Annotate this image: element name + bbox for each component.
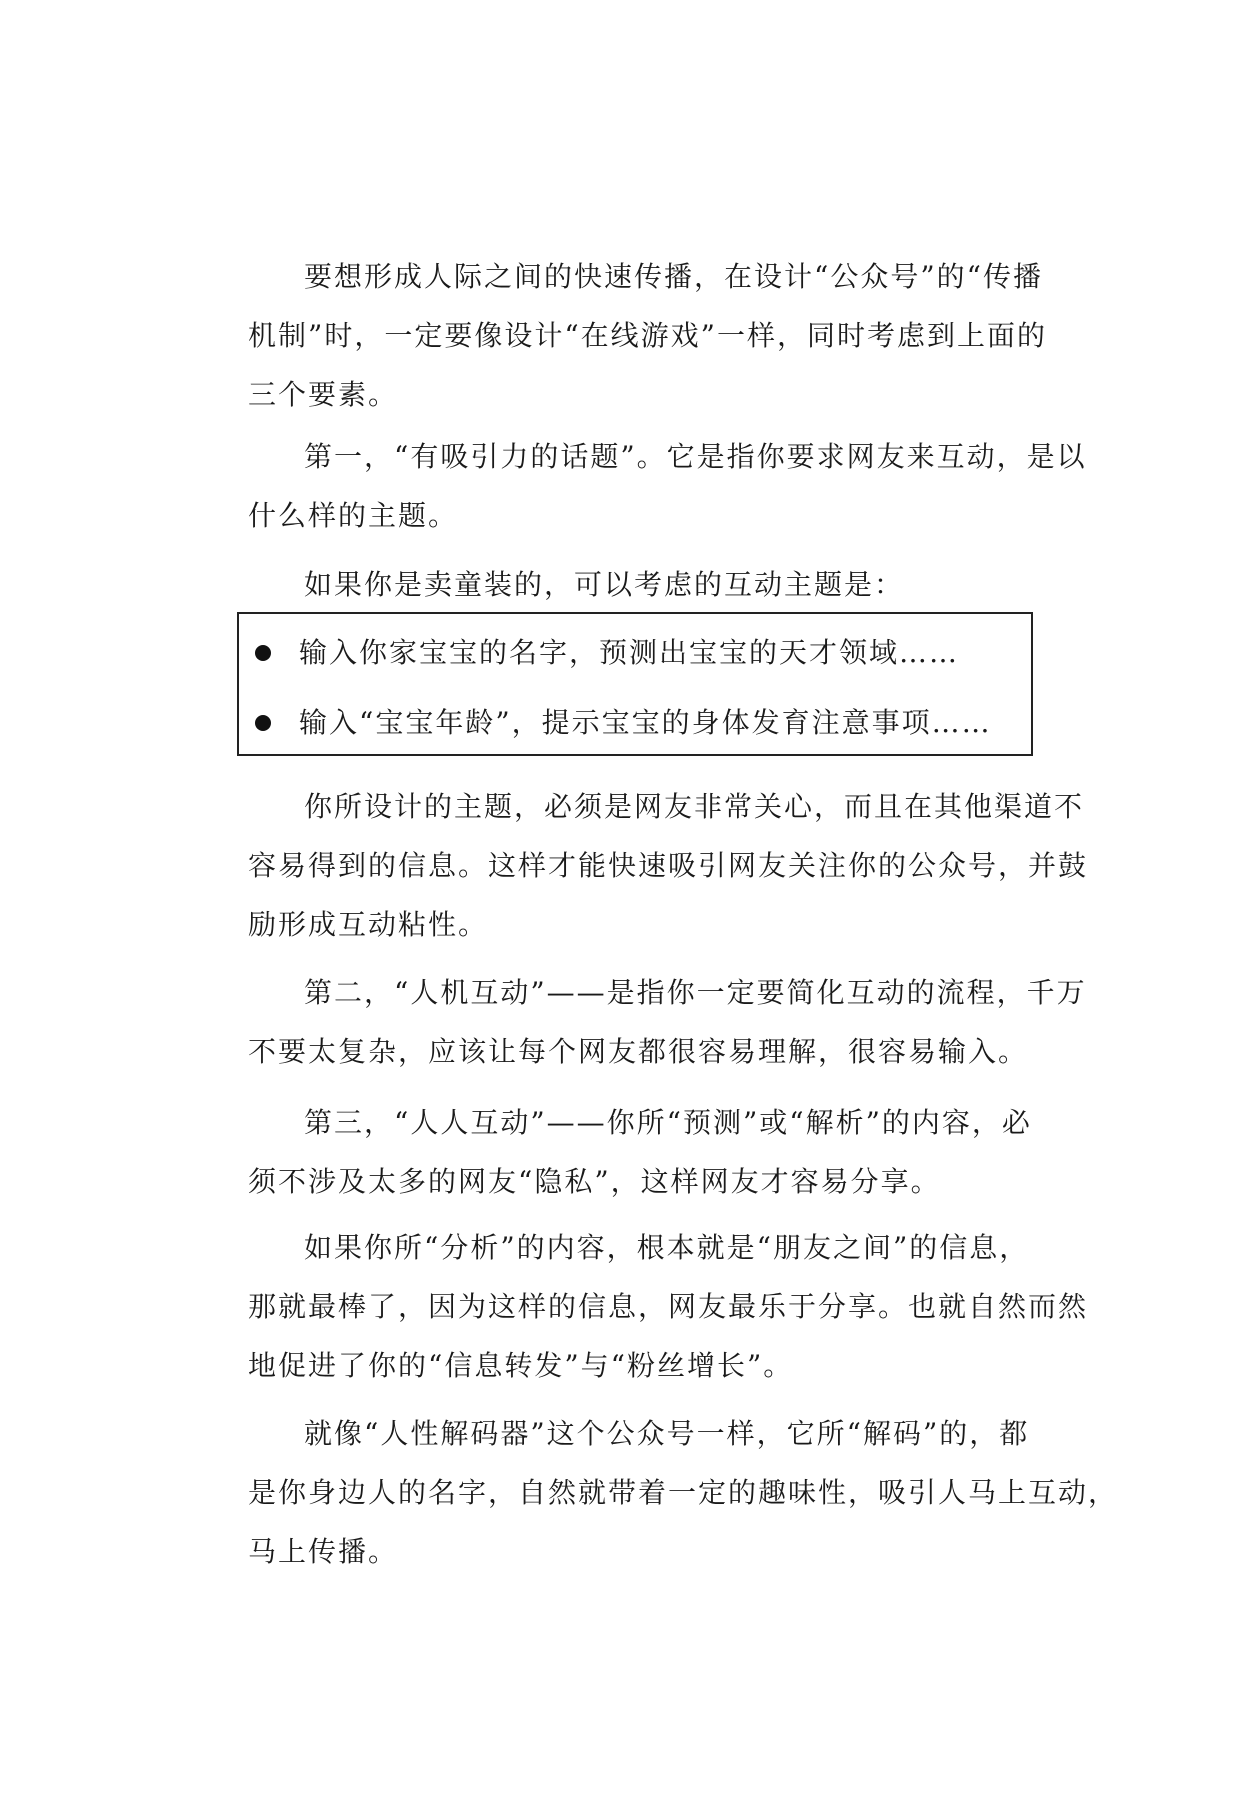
text-line: 机制”时，一定要像设计“在线游戏”一样，同时考虑到上面的 (248, 319, 1047, 352)
list-item-text: 输入你家宝宝的名字，预测出宝宝的天才领域…… (299, 636, 960, 669)
paragraph-children-clothing (248, 555, 1023, 614)
paragraph-first-element (248, 427, 1087, 545)
paragraph-friends-info (248, 1218, 1089, 1395)
paragraph-second-element (248, 963, 1087, 1081)
text-line: 如果你所“分析”的内容，根本就是“朋友之间”的信息， (304, 1231, 1030, 1264)
list-item-text: 输入“宝宝年龄”，提示宝宝的身体发育注意事项…… (299, 706, 992, 739)
text-line: 励形成互动粘性。 (248, 908, 489, 941)
text-line: 第三，“人人互动”——你所“预测”或“解析”的内容，必 (304, 1106, 1032, 1139)
text-line: 是你身边人的名字，自然就带着一定的趣味性，吸引人马上互动， (248, 1476, 1119, 1509)
text-line: 要想形成人际之间的快速传播，在设计“公众号”的“传播 (304, 260, 1043, 293)
paragraph-topic-design (248, 777, 1089, 954)
paragraph-third-element (248, 1093, 1032, 1211)
text-line: 第一，“有吸引力的话题”。它是指你要求网友来互动，是以 (304, 440, 1087, 473)
text-line: 三个要素。 (248, 378, 399, 411)
text-line: 第二，“人机互动”——是指你一定要简化互动的流程，千万 (304, 976, 1087, 1009)
paragraph-decoder-example (248, 1404, 1119, 1581)
text-line: 容易得到的信息。这样才能快速吸引网友关注你的公众号，并鼓 (248, 849, 1089, 882)
paragraph-propagation-intro (248, 247, 1047, 424)
text-line: 地促进了你的“信息转发”与“粉丝增长”。 (248, 1349, 794, 1382)
example-topics-box (237, 612, 1033, 756)
text-line: 就像“人性解码器”这个公众号一样，它所“解码”的，都 (304, 1417, 1030, 1450)
text-line: 不要太复杂，应该让每个网友都很容易理解，很容易输入。 (248, 1035, 1029, 1068)
bullet-icon (255, 715, 271, 731)
text-line: 马上传播。 (248, 1535, 399, 1568)
list-item (239, 633, 1031, 673)
text-line: 如果你是卖童装的，可以考虑的互动主题是： (304, 568, 905, 601)
text-line: 你所设计的主题，必须是网友非常关心，而且在其他渠道不 (304, 790, 1085, 823)
text-line: 那就最棒了，因为这样的信息，网友最乐于分享。也就自然而然 (248, 1290, 1089, 1323)
text-line: 什么样的主题。 (248, 499, 459, 532)
bullet-icon (255, 645, 271, 661)
list-item (239, 703, 1031, 743)
text-line: 须不涉及太多的网友“隐私”，这样网友才容易分享。 (248, 1165, 941, 1198)
